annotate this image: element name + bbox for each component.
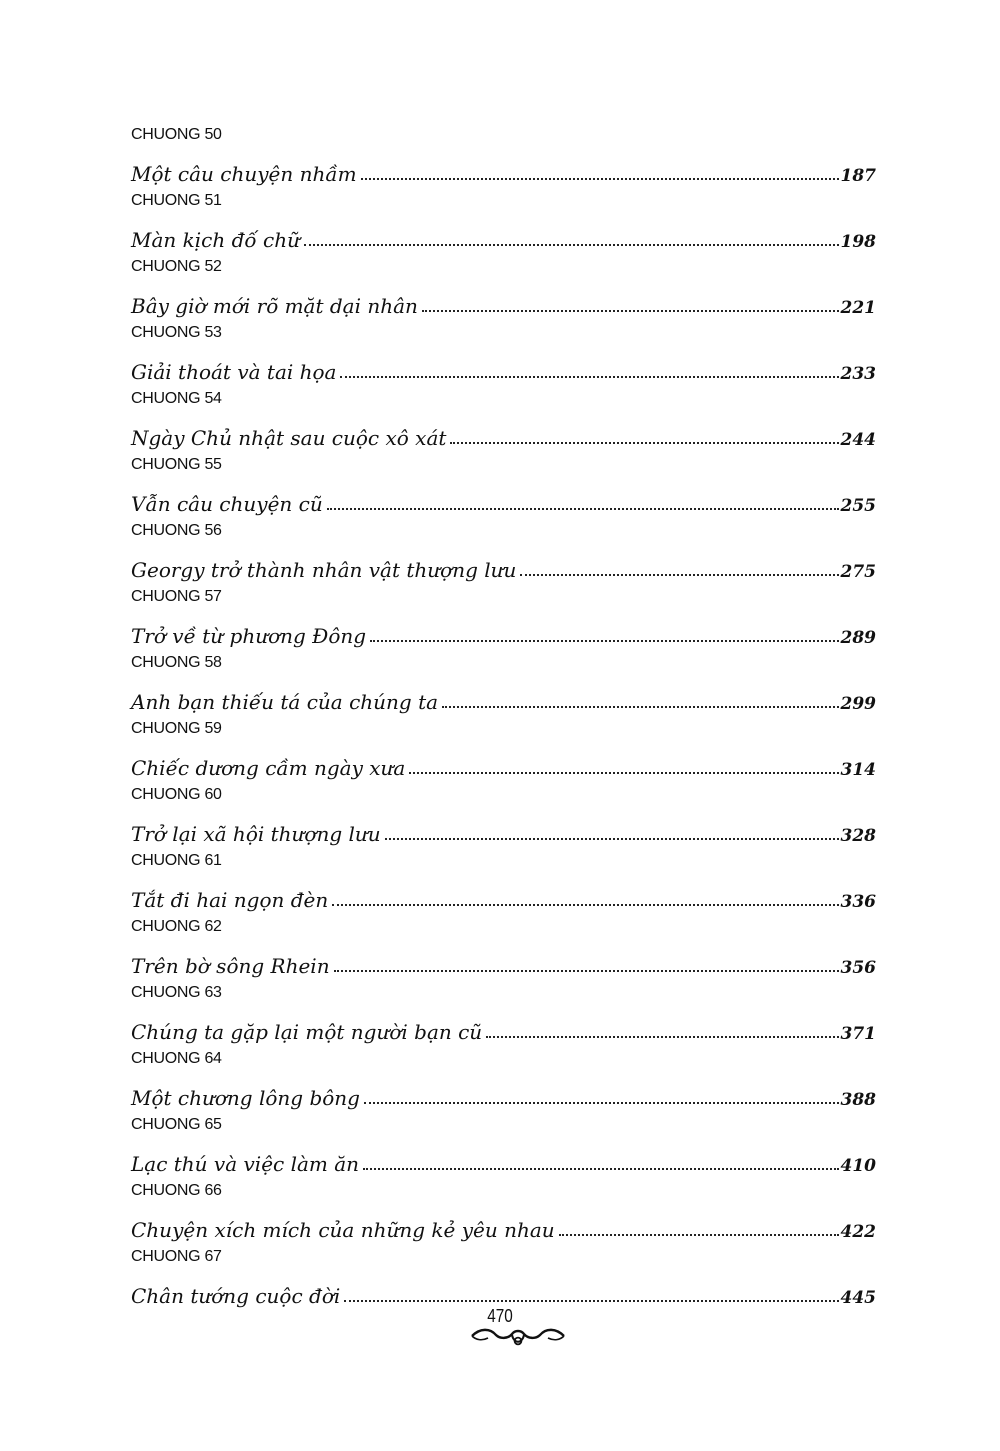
chapter-page-number: 314: [840, 760, 876, 780]
toc-title-line: [131, 222, 876, 252]
table-of-contents: [131, 126, 876, 1314]
toc-entry: [131, 918, 876, 984]
chapter-title: Chân tướng cuộc đời: [131, 1284, 341, 1308]
toc-entry: [131, 1050, 876, 1116]
chapter-label: CHUONG 54: [131, 390, 222, 407]
chapter-label: CHUONG 67: [131, 1248, 222, 1265]
toc-entry: [131, 1182, 876, 1248]
dot-leader: [363, 1168, 838, 1170]
toc-title-line: [131, 288, 876, 318]
chapter-page-number: 410: [840, 1156, 876, 1176]
toc-title-line: [131, 354, 876, 384]
dot-leader: [422, 310, 839, 312]
chapter-label: CHUONG 55: [131, 456, 222, 473]
page-footer: [0, 1306, 1000, 1327]
toc-title-line: [131, 882, 876, 912]
dot-leader: [520, 574, 838, 576]
toc-title-line: [131, 420, 876, 450]
dot-leader: [327, 508, 839, 510]
chapter-label: CHUONG 63: [131, 984, 222, 1001]
chapter-page-number: 275: [840, 562, 876, 582]
toc-title-line: [131, 1278, 876, 1308]
toc-entry: [131, 588, 876, 654]
dot-leader: [361, 178, 839, 180]
chapter-label: CHUONG 61: [131, 852, 222, 869]
chapter-title: Vẫn câu chuyện cũ: [131, 492, 323, 516]
chapter-page-number: 356: [840, 958, 876, 978]
chapter-label: CHUONG 56: [131, 522, 222, 539]
chapter-title: Tắt đi hai ngọn đèn: [131, 888, 329, 912]
dot-leader: [332, 904, 838, 906]
chapter-page-number: 221: [840, 298, 876, 318]
toc-title-line: [131, 156, 876, 186]
toc-entry: [131, 984, 876, 1050]
chapter-title: Chiếc dương cầm ngày xưa: [131, 756, 406, 780]
chapter-title: Ngày Chủ nhật sau cuộc xô xát: [131, 426, 447, 450]
chapter-title: Màn kịch đố chữ: [131, 228, 300, 252]
chapter-page-number: 371: [840, 1024, 876, 1044]
toc-entry: [131, 390, 876, 456]
dot-leader: [364, 1102, 839, 1104]
toc-entry: [131, 786, 876, 852]
toc-title-line: [131, 750, 876, 780]
dot-leader: [334, 970, 839, 972]
dot-leader: [486, 1036, 838, 1038]
toc-title-line: [131, 1014, 876, 1044]
chapter-title: Giải thoát và tai họa: [131, 360, 337, 384]
chapter-label: CHUONG 62: [131, 918, 222, 935]
chapter-page-number: 255: [840, 496, 876, 516]
chapter-page-number: 336: [840, 892, 876, 912]
toc-title-line: [131, 948, 876, 978]
chapter-title: Bây giờ mới rõ mặt dại nhân: [131, 294, 418, 318]
toc-title-line: [131, 1080, 876, 1110]
chapter-title: Lạc thú và việc làm ăn: [131, 1152, 360, 1176]
chapter-page-number: 445: [840, 1288, 876, 1308]
chapter-title: Một câu chuyện nhầm: [131, 162, 357, 186]
toc-entry: [131, 258, 876, 324]
chapter-page-number: 422: [840, 1222, 876, 1242]
chapter-title: Georgy trở thành nhân vật thượng lưu: [131, 558, 517, 582]
chapter-label: CHUONG 57: [131, 588, 222, 605]
dot-leader: [340, 376, 838, 378]
toc-entry: [131, 852, 876, 918]
chapter-title: Trở về từ phương Đông: [131, 624, 367, 648]
dot-leader: [450, 442, 838, 444]
chapter-label: CHUONG 51: [131, 192, 222, 209]
chapter-title: Một chương lông bông: [131, 1086, 360, 1110]
chapter-label: CHUONG 52: [131, 258, 222, 275]
dot-leader: [344, 1300, 838, 1302]
toc-entry: [131, 456, 876, 522]
toc-entry: [131, 126, 876, 192]
chapter-label: CHUONG 50: [131, 126, 222, 143]
toc-entry: [131, 1248, 876, 1314]
chapter-page-number: 187: [840, 166, 876, 186]
scroll-flourish-icon: [468, 1326, 568, 1348]
chapter-page-number: 299: [840, 694, 876, 714]
dot-leader: [304, 244, 839, 246]
chapter-label: CHUONG 59: [131, 720, 222, 737]
toc-title-line: [131, 684, 876, 714]
toc-title-line: [131, 1146, 876, 1176]
page-number: 470: [487, 1306, 513, 1326]
toc-title-line: [131, 1212, 876, 1242]
chapter-title: Chuyện xích mích của những kẻ yêu nhau: [131, 1218, 555, 1242]
chapter-title: Anh bạn thiếu tá của chúng ta: [131, 690, 439, 714]
toc-entry: [131, 324, 876, 390]
toc-entry: [131, 522, 876, 588]
chapter-label: CHUONG 64: [131, 1050, 222, 1067]
toc-entry: [131, 1116, 876, 1182]
chapter-page-number: 244: [840, 430, 876, 450]
toc-title-line: [131, 552, 876, 582]
toc-entry: [131, 192, 876, 258]
chapter-page-number: 328: [840, 826, 876, 846]
dot-leader: [370, 640, 838, 642]
dot-leader: [385, 838, 839, 840]
chapter-label: CHUONG 60: [131, 786, 222, 803]
chapter-page-number: 233: [840, 364, 876, 384]
toc-entry: [131, 654, 876, 720]
chapter-title: Trở lại xã hội thượng lưu: [131, 822, 381, 846]
chapter-page-number: 388: [840, 1090, 876, 1110]
chapter-page-number: 289: [840, 628, 876, 648]
chapter-title: Chúng ta gặp lại một người bạn cũ: [131, 1020, 483, 1044]
dot-leader: [559, 1234, 839, 1236]
toc-title-line: [131, 618, 876, 648]
chapter-label: CHUONG 53: [131, 324, 222, 341]
dot-leader: [409, 772, 838, 774]
toc-title-line: [131, 486, 876, 516]
chapter-title: Trên bờ sông Rhein: [131, 954, 330, 978]
chapter-label: CHUONG 58: [131, 654, 222, 671]
toc-title-line: [131, 816, 876, 846]
chapter-page-number: 198: [840, 232, 876, 252]
chapter-label: CHUONG 65: [131, 1116, 222, 1133]
dot-leader: [442, 706, 838, 708]
toc-entry: [131, 720, 876, 786]
chapter-label: CHUONG 66: [131, 1182, 222, 1199]
